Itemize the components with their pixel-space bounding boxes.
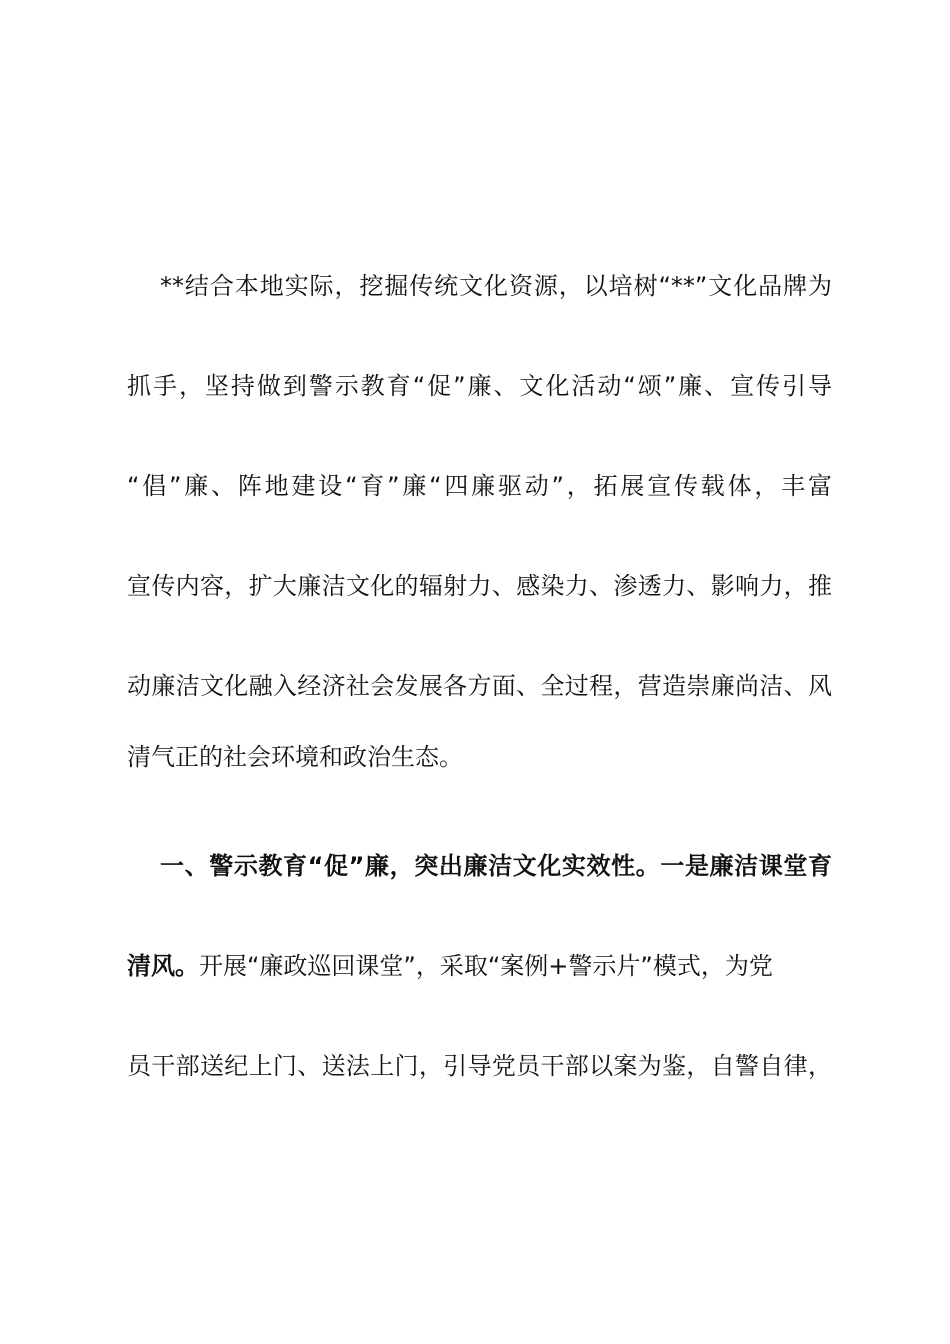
section-1-line-2-text: 开展“廉政巡回课堂”，采取“案例+警示片”模式，为党: [199, 952, 773, 980]
section-1-line-2: [127, 946, 832, 986]
paragraph-1-line-3: “倡”廉、阵地建设“育”廉“四廉驱动”，拓展宣传载体，丰富: [127, 472, 832, 500]
paragraph-1-line-2: 抓手，坚持做到警示教育“促”廉、文化活动“颂”廉、宣传引导: [127, 372, 832, 400]
subheading-end: 清风。: [127, 952, 199, 980]
section-1-heading: 一、警示教育“促”廉，突出廉洁文化实效性。一是廉洁课堂育: [160, 852, 832, 880]
paragraph-1-line-4: 宣传内容，扩大廉洁文化的辐射力、感染力、渗透力、影响力，推: [127, 572, 832, 600]
paragraph-1-line-5: 动廉洁文化融入经济社会发展各方面、全过程，营造崇廉尚洁、风: [127, 672, 832, 700]
section-1-line-3: 员干部送纪上门、送法上门，引导党员干部以案为鉴，自警自律，: [127, 1052, 832, 1080]
paragraph-1-line-6: 清气正的社会环境和政治生态。: [127, 743, 463, 771]
paragraph-1-line-1: **结合本地实际，挖掘传统文化资源，以培树“**”文化品牌为: [160, 272, 832, 300]
